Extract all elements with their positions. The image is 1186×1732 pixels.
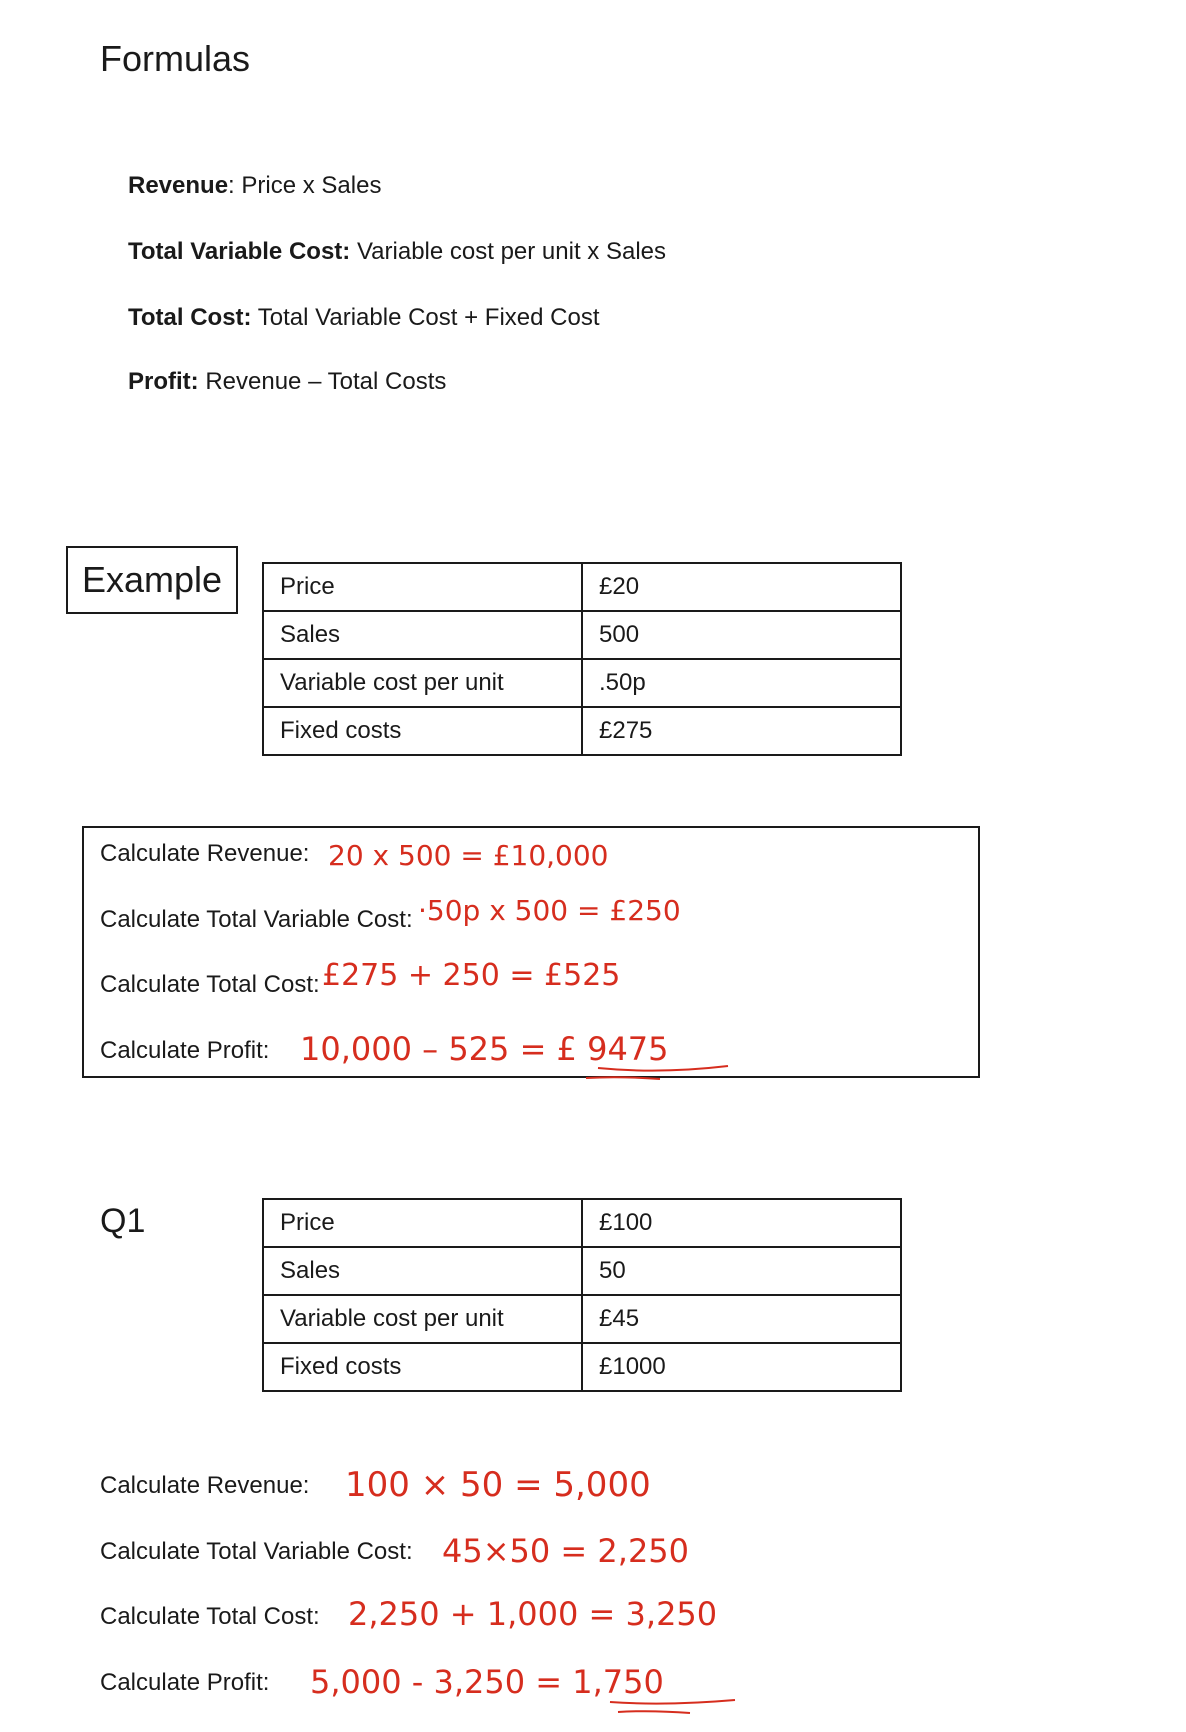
handwritten-answer-profit: 10,000 – 525 = £ 9475 — [300, 1030, 669, 1068]
q1-label: Q1 — [100, 1202, 146, 1240]
q1-calc-revenue-label: Calculate Revenue: — [100, 1472, 310, 1499]
row-value: .50p — [582, 659, 901, 707]
row-value: £100 — [582, 1199, 901, 1247]
row-value: £20 — [582, 563, 901, 611]
row-value: £1000 — [582, 1343, 901, 1391]
row-key: Price — [263, 1199, 582, 1247]
table-row — [263, 1199, 901, 1247]
row-value: 500 — [582, 611, 901, 659]
q1-calc-profit-label: Calculate Profit: — [100, 1669, 270, 1696]
row-value: £45 — [582, 1295, 901, 1343]
example-label: Example — [66, 546, 238, 614]
calc-total-variable-cost-label: Calculate Total Variable Cost: — [100, 906, 413, 933]
calc-total-cost-label: Calculate Total Cost: — [100, 971, 320, 998]
q1-handwritten-answer-revenue: 100 × 50 = 5,000 — [345, 1465, 651, 1505]
handwritten-answer-total-variable-cost: ·50p x 500 = £250 — [418, 894, 681, 927]
row-key: Fixed costs — [263, 1343, 582, 1391]
q1-calc-total-cost-label: Calculate Total Cost: — [100, 1603, 320, 1630]
table-row — [263, 1247, 901, 1295]
formula-total-variable-cost: Total Variable Cost: Variable cost per unit x Sales — [128, 238, 666, 265]
row-value: 50 — [582, 1247, 901, 1295]
handwritten-answer-revenue: 20 x 500 = £10,000 — [328, 839, 609, 872]
formula-total-cost: Total Cost: Total Variable Cost + Fixed Cost — [128, 304, 600, 331]
formula-revenue: Revenue: Price x Sales — [128, 172, 382, 199]
calc-profit-label: Calculate Profit: — [100, 1037, 270, 1064]
row-key: Fixed costs — [263, 707, 582, 755]
answer-underline — [618, 1711, 690, 1713]
row-key: Price — [263, 563, 582, 611]
handwritten-answer-total-cost: £275 + 250 = £525 — [322, 958, 621, 993]
row-key: Variable cost per unit — [263, 1295, 582, 1343]
table-row — [263, 1295, 901, 1343]
q1-table — [262, 1198, 902, 1392]
table-row — [263, 1343, 901, 1391]
q1-handwritten-answer-profit: 5,000 - 3,250 = 1,750 — [310, 1663, 664, 1701]
row-value: £275 — [582, 707, 901, 755]
row-key: Sales — [263, 1247, 582, 1295]
calc-revenue-label: Calculate Revenue: — [100, 840, 310, 867]
row-key: Variable cost per unit — [263, 659, 582, 707]
q1-calc-total-variable-cost-label: Calculate Total Variable Cost: — [100, 1538, 413, 1565]
row-key: Sales — [263, 611, 582, 659]
page-title: Formulas — [100, 38, 251, 79]
q1-handwritten-answer-total-cost: 2,250 + 1,000 = 3,250 — [348, 1595, 718, 1633]
q1-handwritten-answer-total-variable-cost: 45×50 = 2,250 — [442, 1532, 690, 1570]
formula-profit: Profit: Revenue – Total Costs — [128, 368, 447, 395]
answer-underline — [586, 1077, 660, 1079]
